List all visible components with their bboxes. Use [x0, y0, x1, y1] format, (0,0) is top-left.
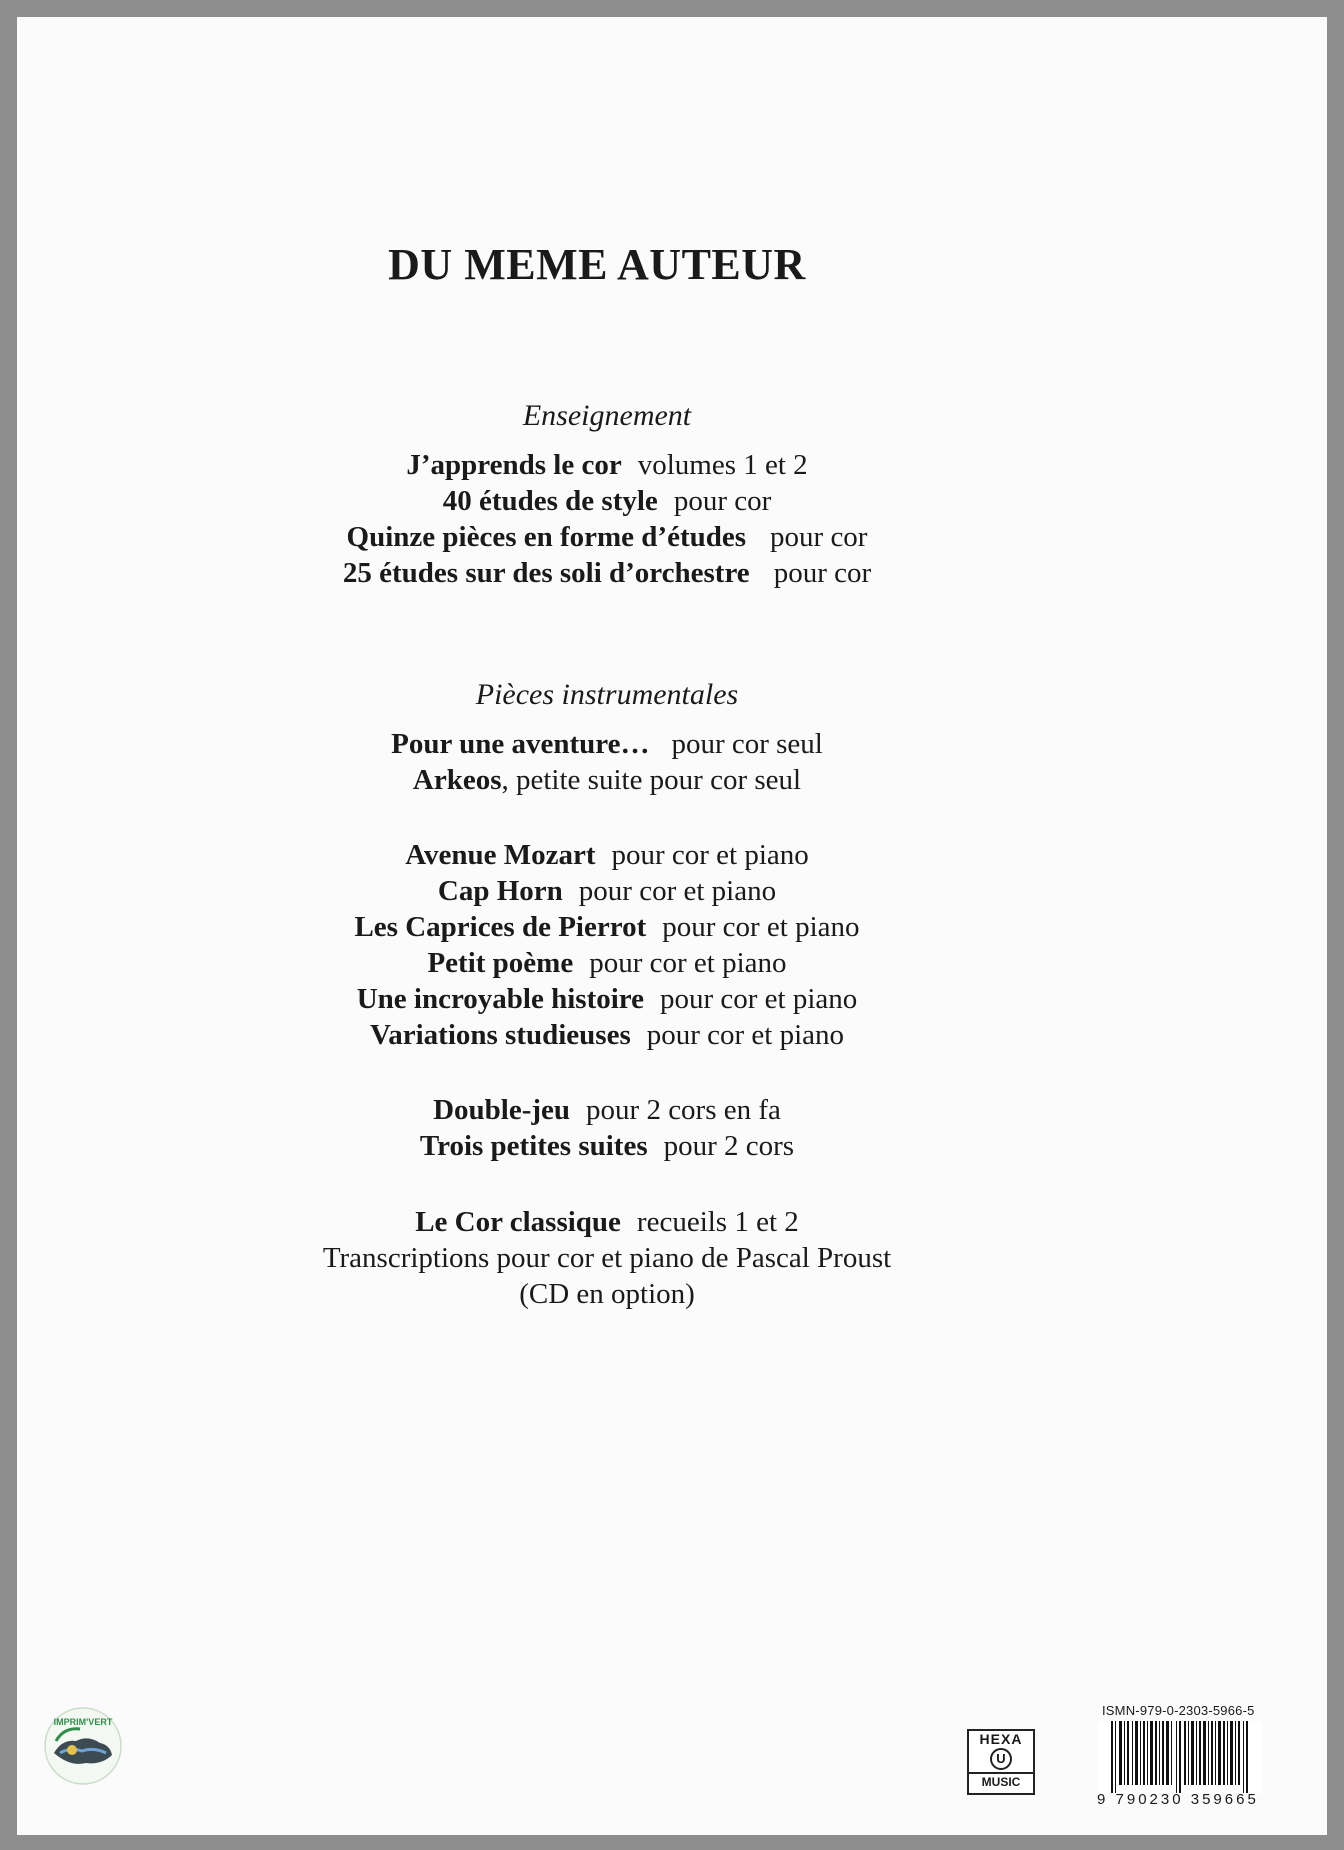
work-description: , petite suite pour cor seul	[501, 764, 802, 796]
work-title: Les Caprices de Pierrot	[354, 911, 647, 943]
list-item	[167, 764, 1047, 797]
work-title: Trois petites suites	[419, 1130, 648, 1162]
imprim-vert-logo-text: IMPRIM'VERT	[53, 1717, 113, 1727]
work-description: pour cor	[673, 485, 772, 517]
work-title: Arkeos	[412, 764, 502, 796]
work-title: Cap Horn	[437, 875, 563, 907]
barcode-digits: 9 790230 359665	[1097, 1791, 1259, 1808]
work-title: 25 études sur des soli d’orchestre	[342, 557, 750, 589]
work-description: volumes 1 et 2	[637, 449, 808, 481]
list-item	[167, 449, 1047, 482]
work-description: pour cor	[770, 521, 868, 553]
hexa-logo-bottom: MUSIC	[969, 1772, 1033, 1790]
work-title: Une incroyable histoire	[356, 983, 644, 1015]
work-description: pour cor et piano	[589, 947, 787, 979]
section-title-enseignement: Enseignement	[522, 399, 692, 432]
work-description: pour cor et piano	[660, 983, 858, 1015]
work-description: pour 2 cors	[663, 1130, 795, 1162]
ismn-number: ISMN-979-0-2303-5966-5	[1102, 1703, 1255, 1718]
list-item	[167, 911, 1047, 944]
list-item	[167, 983, 1047, 1016]
hexa-music-logo	[967, 1729, 1035, 1795]
list-item	[167, 947, 1047, 980]
work-title: Avenue Mozart	[405, 839, 596, 871]
work-description: pour cor et piano	[578, 875, 777, 907]
back-cover-page	[17, 17, 1327, 1835]
list-item	[167, 839, 1047, 872]
list-item	[167, 1094, 1047, 1127]
work-title: Le Cor classique	[415, 1206, 621, 1238]
work-title: Double-jeu	[433, 1094, 571, 1126]
hexa-logo-top: HEXA	[979, 1731, 1023, 1747]
imprim-vert-logo	[42, 1705, 124, 1787]
work-title: Variations studieuses	[369, 1019, 631, 1051]
list-item	[167, 875, 1047, 908]
barcode-image	[1097, 1721, 1263, 1793]
section-title-pieces: Pièces instrumentales	[475, 678, 739, 711]
list-item	[167, 728, 1047, 761]
hexa-logo-mark: U	[990, 1748, 1012, 1770]
list-item	[167, 521, 1047, 554]
work-note: (CD en option)	[519, 1278, 695, 1310]
work-title: J’apprends le cor	[406, 449, 622, 481]
page-title: DU MEME AUTEUR	[388, 240, 806, 289]
work-title: Quinze pièces en forme d’études	[346, 521, 747, 553]
work-title: Pour une aventure…	[391, 728, 650, 760]
work-description: pour cor et piano	[662, 911, 860, 943]
work-note: Transcriptions pour cor et piano de Pascal Proust	[322, 1242, 892, 1274]
work-description: pour cor	[773, 557, 872, 589]
work-description: pour cor et piano	[611, 839, 809, 871]
work-description: pour cor seul	[671, 728, 823, 760]
list-item	[167, 1019, 1047, 1052]
work-title: 40 études de style	[442, 485, 658, 517]
work-title: Petit poème	[427, 947, 574, 979]
list-item	[167, 1206, 1047, 1239]
list-item	[167, 1130, 1047, 1163]
work-description: pour cor et piano	[646, 1019, 845, 1051]
list-item	[167, 485, 1047, 518]
work-description: recueils 1 et 2	[636, 1206, 799, 1238]
work-description: pour 2 cors en fa	[586, 1094, 781, 1126]
list-item	[167, 557, 1047, 590]
